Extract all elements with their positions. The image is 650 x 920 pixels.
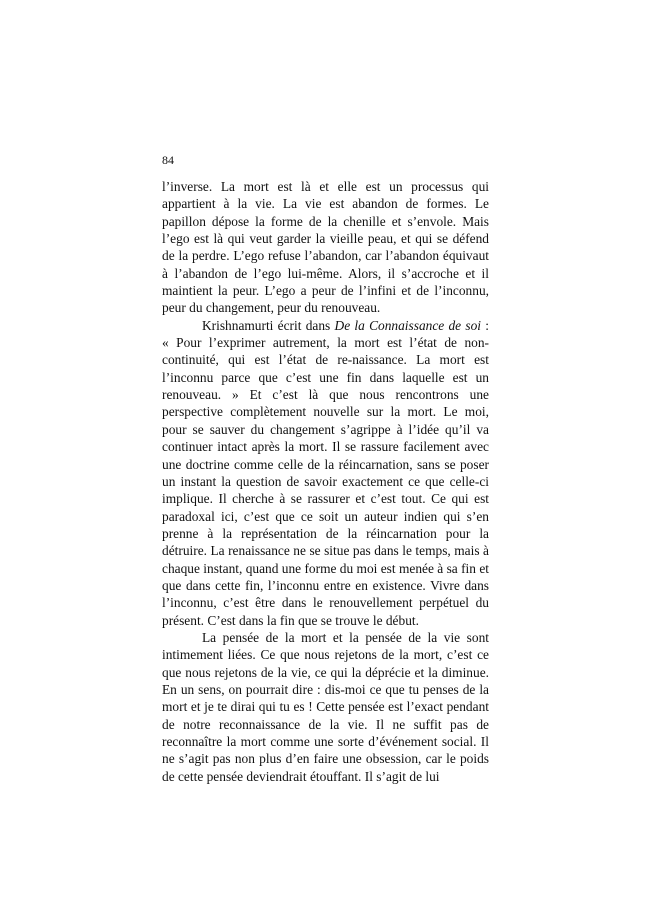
paragraph-1: l’inverse. La mort est là et elle est un processus qui appartient à la vie. La vie est abandon de formes. Le papillon dépose la forme de la chenille et s’envole. Mais l’ego est là qui veut garder la vieille peau, et qui se défend de la perdre. L’ego refuse l’abandon, car l’abandon équivaut à l’abandon de l’ego lui-même. Alors, il s’accroche et il maintient la peur. L’ego a peur de l’infini et de l’inconnu, peur du changement, peur du renouveau. <box>162 179 489 316</box>
paragraph-3: La pensée de la mort et la pensée de la vie sont intimement liées. Ce que nous rejetons de la mort, c’est ce que nous rejetons de la vie, ce qui la déprécie et la diminue. En un sens, on pourrait dire : dis-moi ce que tu penses de la mort et je te dirai qui tu es ! Cette pensée est l’exact pendant de notre reconnaissance de la vie. Il ne suffit pas de reconnaître la mort comme une sorte d’événement social. Il ne s’agit pas non plus d’en faire une obsession, car le poids de cette pensée deviendrait étouffant. Il s’agit de lui <box>162 629 489 784</box>
body-text <box>162 178 489 785</box>
paragraph-2 <box>162 317 489 629</box>
paragraph-2-intro: Krishnamurti écrit dans <box>202 317 335 333</box>
paragraph-2-body: : « Pour l’exprimer autrement, la mort est l’état de non-continuité, qui est l’état de re-naissance. La mort est l’inconnu parce que c’est une fin dans laquelle est un renouveau. » Et c’est là que nous rencontrons une perspective complètement nouvelle sur la mort. Le moi, pour se sauver du changement s’agrippe à l’idée qu’il va continuer intact après la mort. Il se rassure facilement avec une doctrine comme celle de la réincarnation, sans se poser un instant la question de savoir exactement ce que celle-ci implique. Il cherche à se rassurer et c’est tout. Ce qui est paradoxal ici, c’est que ce soit un auteur indien qui s’en prenne à la représentation de la réincarnation pour la détruire. La renaissance ne se situe pas dans le temps, mais à chaque instant, quand une forme du moi est menée à sa fin et que dans cette fin, l’inconnu entre en existence. Vivre dans l’inconnu, c’est être dans le renouvellement perpétuel du présent. C’est dans la fin que se trouve le début. <box>162 317 489 628</box>
page-number: 84 <box>162 153 174 167</box>
book-title: De la Connaissance de soi <box>334 317 482 333</box>
